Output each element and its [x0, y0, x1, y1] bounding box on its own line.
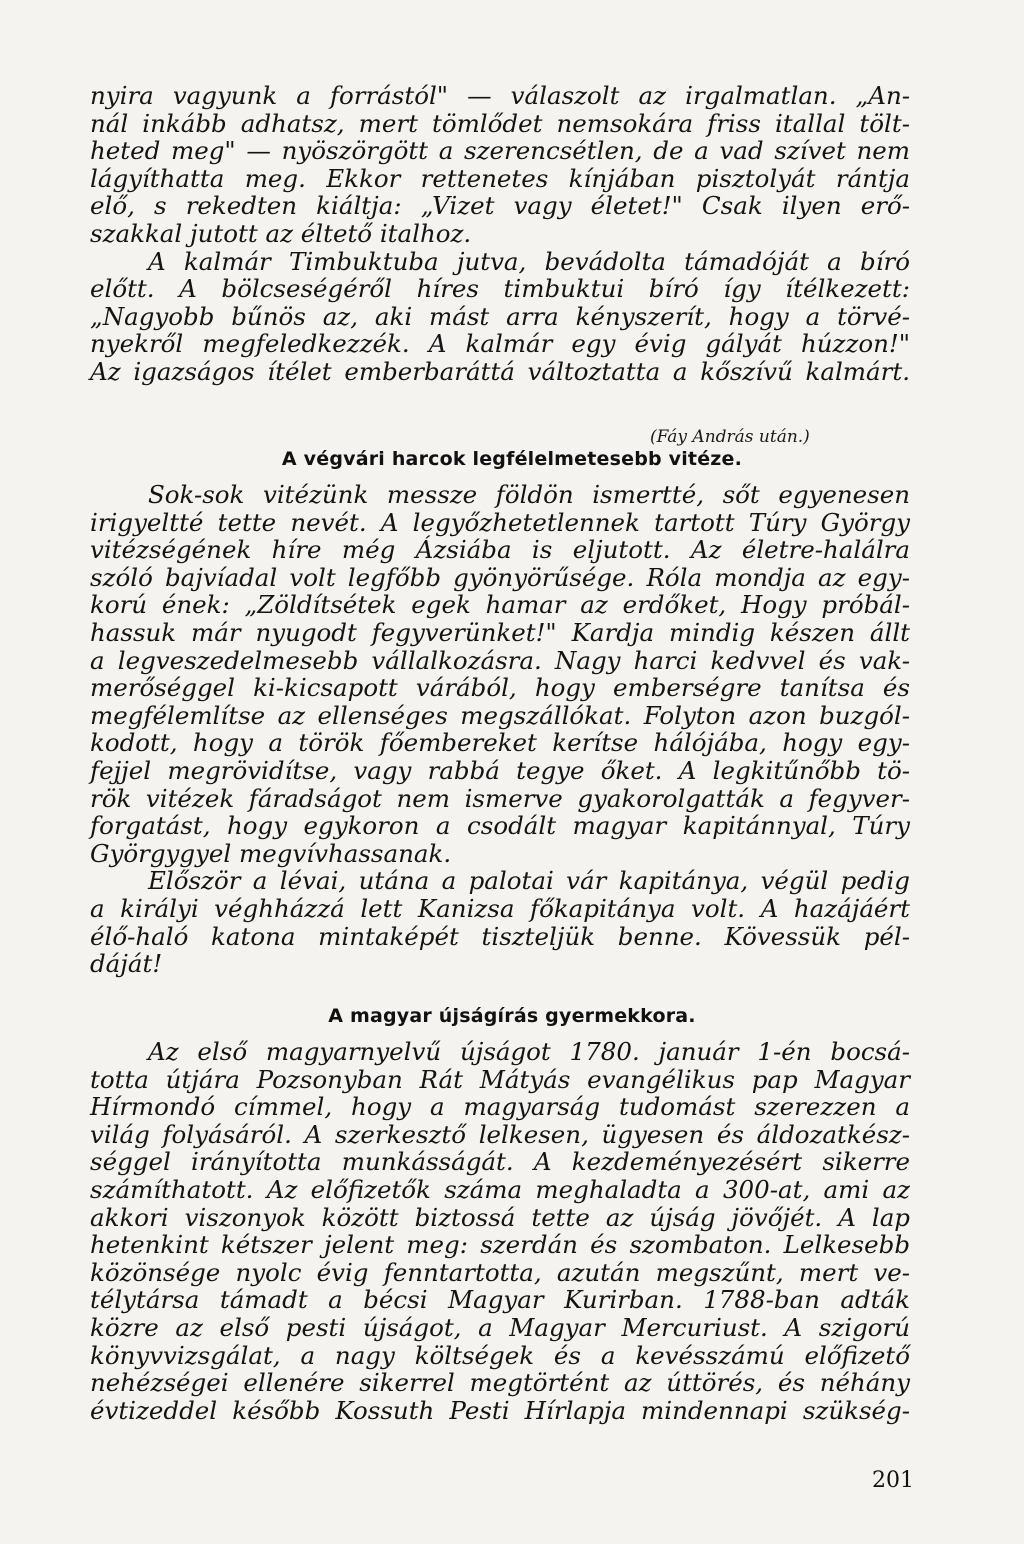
- text-line: lágyíthatta meg. Ekkor rettenetes kínjában pisztolyát rántja: [90, 163, 910, 193]
- text-line: kodott, hogy a török főembereket kerítse hálójába, hogy egy-: [90, 728, 910, 758]
- attribution: (Fáy András után.): [650, 427, 810, 447]
- text-line: elő, s rekedten kiáltja: „Vizet vagy életet!" Csak ilyen erő-: [90, 191, 910, 221]
- section-heading: A végvári harcok legfélelmetesebb vitéze.: [281, 448, 743, 470]
- text-line: heted meg" — nyöszörgött a szerencsétlen, de a vad szívet nem: [90, 136, 910, 166]
- text-line: szakkal jutott az éltető italhoz.: [90, 218, 472, 248]
- text-line: „Nagyobb bűnös az, aki mást arra kényszerít, hogy a törvé-: [90, 301, 910, 331]
- section-3-text: [90, 1038, 910, 1424]
- text-line: hassuk már nyugodt fegyverünket!" Kardja mindig készen állt: [90, 617, 910, 647]
- text-line: dáját!: [90, 949, 163, 979]
- text-line: a királyi véghházzá lett Kanizsa főkapitánya volt. A hazájáért: [90, 893, 910, 923]
- text-line: séggel irányította munkásságát. A kezdeményezésért sikerre: [90, 1147, 910, 1177]
- text-line: Sok-sok vitézünk messze földön ismertté, sőt egyenesen: [148, 480, 910, 509]
- text-line: Györgygyel megvívhassanak.: [90, 838, 452, 868]
- text-line: irigyeltté tette nevét. A legyőzhetetlennek tartott Túry György: [90, 507, 910, 537]
- text-line: rök vitézek fáradságot nem ismerve gyakorolgatták a fegyver-: [90, 783, 910, 813]
- text-line: A kalmár Timbuktuba jutva, bevádolta támadóját a bíró: [148, 246, 910, 276]
- text-line: totta útjára Pozsonyban Rát Mátyás evangélikus pap Magyar: [90, 1064, 910, 1094]
- text-line: Az első magyarnyelvű újságot 1780. január 1-én bocsá-: [148, 1037, 910, 1066]
- text-line: közönsége nyolc évig fenntartotta, azután megszűnt, mert ve-: [90, 1257, 910, 1287]
- text-line: szóló bajvíadal volt legfőbb gyönyörűsége. Róla mondja az egy-: [90, 562, 910, 592]
- text-line: nyekről megfeledkezzék. A kalmár egy évig gályát húzzon!": [90, 329, 910, 359]
- text-line: évtizeddel később Kossuth Pesti Hírlapja mindennapi szükség-: [90, 1395, 910, 1425]
- text-line: vitézségének híre még Ázsiába is eljutott. Az életre-halálra: [90, 535, 910, 565]
- text-line: korú ének: „Zöldítsétek egek hamar az erdőket, Hogy próbál-: [90, 590, 910, 620]
- text-line: közre az első pesti újságot, a Magyar Mercuriust. A szigorú: [90, 1312, 910, 1342]
- text-line: hetenkint kétszer jelent meg: szerdán és szombaton. Lelkesebb: [90, 1230, 910, 1260]
- section-heading: A magyar újságírás gyermekkora.: [328, 1005, 696, 1027]
- text-line: Az igazságos ítélet emberbaráttá változtatta a kőszívű kalmárt.: [90, 356, 910, 386]
- text-line: nál inkább adhatsz, mert tömlődet nemsokára friss itallal tölt-: [90, 108, 910, 138]
- text-line: számíthatott. Az előfizetők száma meghaladta a 300-at, ami az: [90, 1174, 910, 1204]
- section-1-text: [90, 82, 910, 386]
- text-line: fejjel megrövidítse, vagy rabbá tegye őket. A legkitűnőbb tö-: [90, 755, 910, 785]
- text-line: Hírmondó címmel, hogy a magyarság tudomást szerezzen a: [90, 1092, 910, 1122]
- text-line: a legveszedelmesebb vállalkozásra. Nagy harci kedvvel és vak-: [90, 645, 910, 675]
- text-line: könyvvizsgálat, a nagy költségek és a kevésszámú előfizető: [90, 1340, 910, 1370]
- text-line: merőséggel ki-kicsapott várából, hogy emberségre tanítsa és: [90, 673, 910, 703]
- text-line: világ folyásáról. A szerkesztő lelkesen, ügyesen és áldozatkész-: [90, 1119, 910, 1149]
- text-line: nyira vagyunk a forrástól" — válaszolt az irgalmatlan. „An-: [90, 81, 910, 110]
- section-2-text: [90, 481, 910, 978]
- text-line: előtt. A bölcseségéről híres timbuktui bíró így ítélkezett:: [90, 274, 910, 304]
- text-line: megfélemlítse az ellenséges megszállókat. Folyton azon buzgól-: [90, 700, 910, 730]
- text-line: télytársa támadt a bécsi Magyar Kurirban. 1788-ban adták: [90, 1285, 910, 1315]
- text-line: akkori viszonyok között biztossá tette az újság jövőjét. A lap: [90, 1202, 910, 1232]
- text-line: forgatást, hogy egykoron a csodált magyar kapitánnyal, Túry: [90, 811, 910, 841]
- text-line: élő-haló katona mintaképét tiszteljük benne. Kövessük pél-: [90, 921, 910, 951]
- page-number: 201: [872, 1468, 914, 1493]
- text-line: nehézségei ellenére sikerrel megtörtént az úttörés, és néhány: [90, 1368, 910, 1398]
- text-line: Először a lévai, utána a palotai vár kapitánya, végül pedig: [148, 866, 910, 896]
